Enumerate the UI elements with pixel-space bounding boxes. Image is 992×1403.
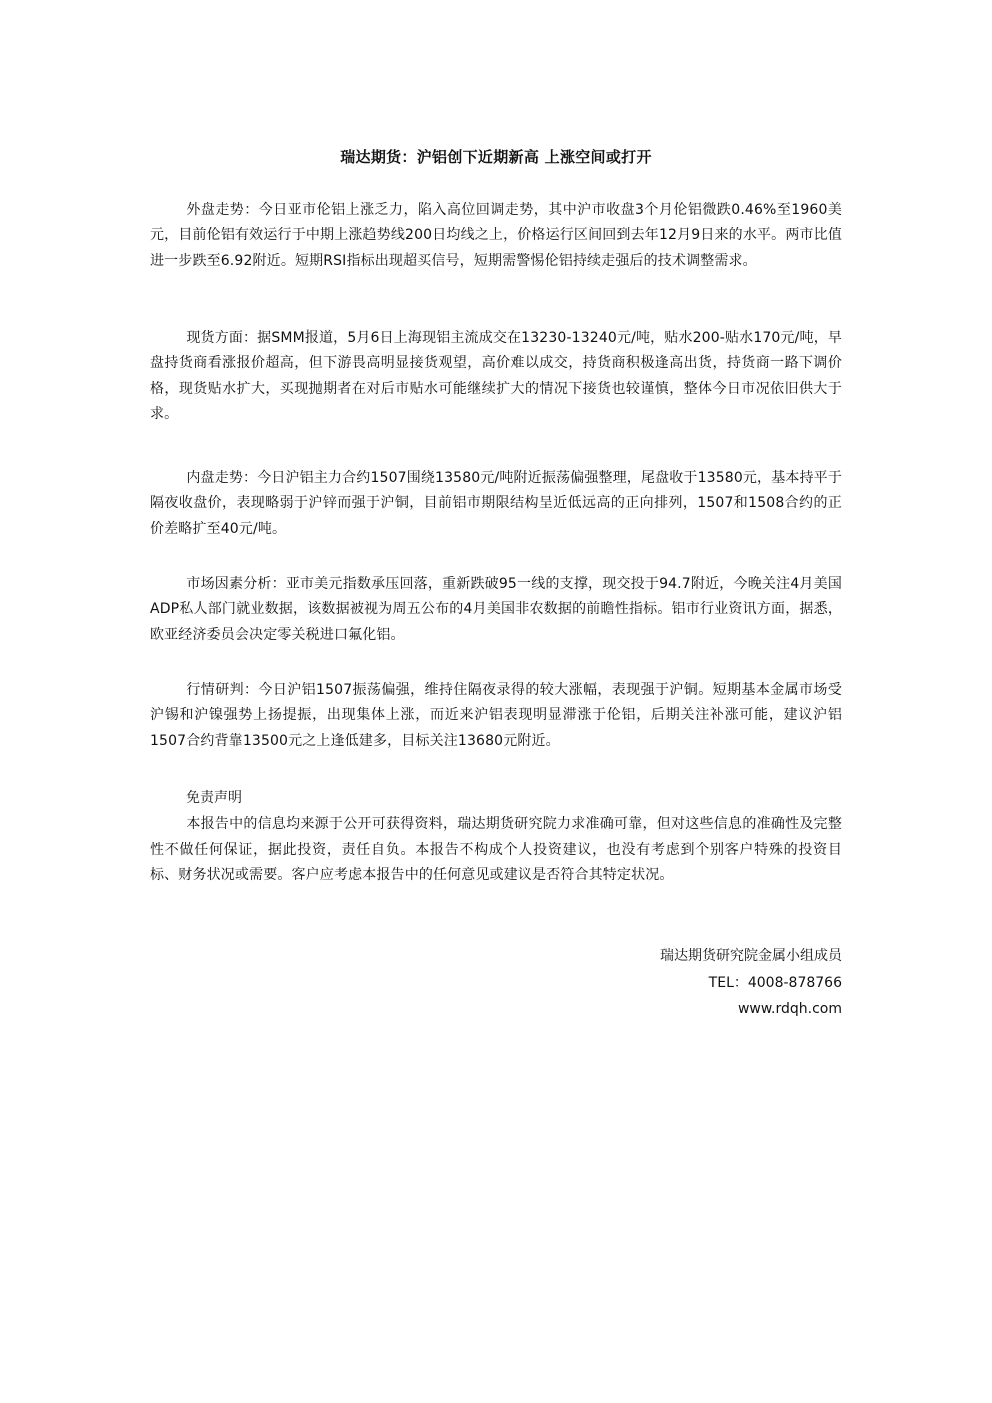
paragraph-overseas-market: 外盘走势：今日亚市伦铝上涨乏力，陷入高位回调走势，其中沪市收盘3个月伦铝微跌0.46%至1960美元，目前伦铝有效运行于中期上涨趋势线200日均线之上，价格运行区间回到去年12月9日来的水平。两市比值进一步跌至6.92附近。短期RSI指标出现超买信号，短期需警惕伦铝持续走强后的技术调整需求。 [150,202,842,269]
document-title: 瑞达期货：沪铝创下近期新高 上涨空间或打开 [340,148,652,166]
paragraph-domestic-market: 内盘走势：今日沪铝主力合约1507围绕13580元/吨附近振荡偏强整理，尾盘收于13580元，基本持平于隔夜收盘价，表现略弱于沪锌而强于沪铜，目前铝市期限结构呈近低远高的正向排列，1507和1508合约的正价差略扩至40元/吨。 [150,470,842,537]
signature-tel: TEL：4008-878766 [708,975,842,991]
paragraph-market-factors: 市场因素分析：亚市美元指数承压回落，重新跌破95一线的支撑，现交投于94.7附近，今晚关注4月美国ADP私人部门就业数据，该数据被视为周五公布的4月美国非农数据的前瞻性指标。铝市行业资讯方面，据悉，欧亚经济委员会决定零关税进口氟化铝。 [150,576,842,643]
disclaimer-text: 本报告中的信息均来源于公开可获得资料，瑞达期货研究院力求准确可靠，但对这些信息的准确性及完整性不做任何保证，据此投资，责任自负。本报告不构成个人投资建议，也没有考虑到个别客户特殊的投资目标、财务状况或需要。客户应考虑本报告中的任何意见或建议是否符合其特定状况。 [150,816,842,884]
signature-name: 瑞达期货研究院金属小组成员 [660,948,842,964]
disclaimer-heading: 免责声明 [186,790,242,806]
signature-website: www.rdqh.com [737,1001,842,1017]
paragraph-market-outlook: 行情研判：今日沪铝1507振荡偏强，维持住隔夜录得的较大涨幅，表现强于沪铜。短期基本金属市场受沪锡和沪镍强势上扬提振，出现集体上涨，而近来沪铝表现明显滞涨于伦铝，后期关注补涨可能，建议沪铝1507合约背靠13500元之上逢低建多，目标关注13680元附近。 [150,682,842,749]
paragraph-spot-market: 现货方面：据SMM报道，5月6日上海现铝主流成交在13230-13240元/吨，贴水200-贴水170元/吨，早盘持货商看涨报价超高，但下游畏高明显接货观望，高价难以成交，持货商积极逢高出货，持货商一路下调价格，现货贴水扩大，买现抛期者在对后市贴水可能继续扩大的情况下接货也较谨慎，整体今日市况依旧供大于求。 [150,330,842,423]
